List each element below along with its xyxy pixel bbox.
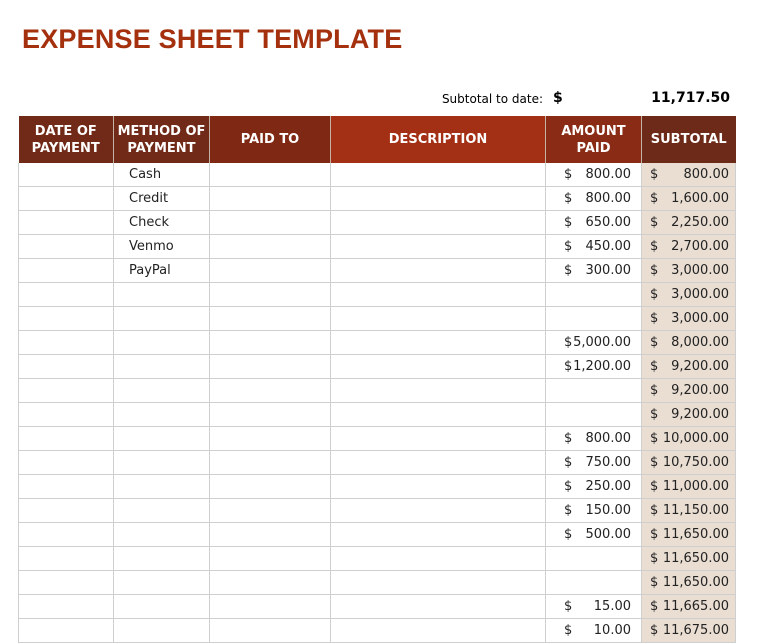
subtotal-cell[interactable]	[642, 475, 736, 499]
subtotal-cell[interactable]	[642, 163, 736, 187]
method-cell[interactable]: Credit	[114, 187, 210, 211]
subtotal-cell[interactable]	[642, 547, 736, 571]
date-cell[interactable]	[19, 475, 114, 499]
date-cell[interactable]	[19, 283, 114, 307]
description-cell[interactable]	[331, 427, 546, 451]
method-cell[interactable]	[114, 379, 210, 403]
amount-cell[interactable]	[546, 547, 642, 571]
method-cell[interactable]	[114, 619, 210, 643]
method-cell[interactable]	[114, 523, 210, 547]
subtotal-cell-value: 3,000.00	[671, 263, 729, 278]
date-cell[interactable]	[19, 379, 114, 403]
currency-symbol: $	[650, 191, 659, 206]
subtotal-cell-value: 2,250.00	[671, 215, 729, 230]
subtotal-cell[interactable]	[642, 499, 736, 523]
amount-cell[interactable]	[546, 331, 642, 355]
subtotal-cell-value: 11,650.00	[662, 527, 729, 542]
subtotal-cell-value: 11,650.00	[662, 575, 729, 590]
date-cell[interactable]	[19, 331, 114, 355]
currency-symbol: $	[650, 359, 659, 374]
amount-cell-value: 250.00	[585, 479, 631, 494]
currency-symbol: $	[650, 311, 659, 326]
amount-cell-value: 10.00	[593, 623, 631, 638]
description-cell[interactable]	[331, 403, 546, 427]
date-cell[interactable]	[19, 619, 114, 643]
paid-to-cell[interactable]	[210, 547, 331, 571]
amount-cell[interactable]	[546, 475, 642, 499]
currency-symbol: $	[564, 623, 573, 638]
description-cell[interactable]	[331, 547, 546, 571]
paid-to-cell[interactable]	[210, 379, 331, 403]
subtotal-cell[interactable]	[642, 187, 736, 211]
paid-to-cell[interactable]	[210, 523, 331, 547]
table-row	[19, 475, 736, 499]
method-cell[interactable]	[114, 499, 210, 523]
subtotal-summary	[0, 90, 768, 112]
subtotal-cell-value: 10,750.00	[662, 455, 729, 470]
currency-symbol: $	[650, 335, 659, 350]
subtotal-cell-value: 800.00	[683, 167, 729, 182]
subtotal-cell-value: 11,675.00	[662, 623, 729, 638]
amount-cell-value: 500.00	[585, 527, 631, 542]
currency-symbol: $	[650, 455, 659, 470]
date-cell[interactable]	[19, 403, 114, 427]
amount-cell[interactable]	[546, 619, 642, 643]
amount-cell[interactable]	[546, 163, 642, 187]
description-cell[interactable]	[331, 499, 546, 523]
table-row	[19, 235, 736, 259]
amount-cell[interactable]	[546, 307, 642, 331]
currency-symbol: $	[564, 191, 573, 206]
table-row	[19, 379, 736, 403]
date-cell[interactable]	[19, 307, 114, 331]
currency-symbol: $	[650, 503, 659, 518]
description-cell[interactable]	[331, 595, 546, 619]
table-row	[19, 499, 736, 523]
currency-symbol: $	[650, 263, 659, 278]
paid-to-cell[interactable]	[210, 499, 331, 523]
subtotal-cell-value: 10,000.00	[662, 431, 729, 446]
subtotal-cell-value: 9,200.00	[671, 383, 729, 398]
subtotal-cell-value: 11,650.00	[662, 551, 729, 566]
header-amount-paid[interactable]: AMOUNT PAID	[546, 116, 642, 163]
currency-symbol: $	[650, 599, 659, 614]
paid-to-cell[interactable]	[210, 451, 331, 475]
currency-symbol: $	[564, 263, 573, 278]
amount-cell-value: 450.00	[585, 239, 631, 254]
paid-to-cell[interactable]	[210, 235, 331, 259]
currency-symbol: $	[650, 479, 659, 494]
subtotal-cell[interactable]	[642, 235, 736, 259]
paid-to-cell[interactable]	[210, 187, 331, 211]
amount-cell-value: 5,000.00	[573, 335, 631, 350]
table-row	[19, 619, 736, 643]
subtotal-cell-value: 3,000.00	[671, 287, 729, 302]
amount-cell[interactable]	[546, 523, 642, 547]
table-row	[19, 259, 736, 283]
description-cell[interactable]	[331, 619, 546, 643]
currency-symbol: $	[650, 551, 659, 566]
amount-cell[interactable]	[546, 451, 642, 475]
subtotal-cell-value: 11,000.00	[662, 479, 729, 494]
amount-cell-value: 650.00	[585, 215, 631, 230]
currency-symbol: $	[650, 431, 659, 446]
amount-cell[interactable]	[546, 211, 642, 235]
paid-to-cell[interactable]	[210, 475, 331, 499]
subtotal-cell-value: 9,200.00	[671, 407, 729, 422]
description-cell[interactable]	[331, 331, 546, 355]
description-cell[interactable]	[331, 163, 546, 187]
currency-symbol: $	[650, 215, 659, 230]
amount-cell-value: 300.00	[585, 263, 631, 278]
date-cell[interactable]	[19, 259, 114, 283]
amount-cell-value: 150.00	[585, 503, 631, 518]
description-cell[interactable]	[331, 259, 546, 283]
date-cell[interactable]	[19, 451, 114, 475]
amount-cell[interactable]	[546, 403, 642, 427]
date-cell[interactable]	[19, 547, 114, 571]
paid-to-cell[interactable]	[210, 331, 331, 355]
table-row	[19, 451, 736, 475]
method-cell[interactable]	[114, 427, 210, 451]
header-description[interactable]: DESCRIPTION	[331, 116, 546, 163]
table-row	[19, 331, 736, 355]
method-cell[interactable]	[114, 403, 210, 427]
method-cell[interactable]: PayPal	[114, 259, 210, 283]
currency-symbol: $	[650, 383, 659, 398]
table-row	[19, 595, 736, 619]
method-cell[interactable]	[114, 547, 210, 571]
currency-symbol: $	[564, 359, 573, 374]
amount-cell-value: 750.00	[585, 455, 631, 470]
subtotal-cell[interactable]	[642, 355, 736, 379]
header-paid-to[interactable]: PAID TO	[210, 116, 331, 163]
amount-cell[interactable]	[546, 283, 642, 307]
currency-symbol: $	[650, 407, 659, 422]
currency-symbol: $	[650, 167, 659, 182]
amount-cell-value: 15.00	[593, 599, 631, 614]
table-row	[19, 427, 736, 451]
subtotal-cell-value: 11,665.00	[662, 599, 729, 614]
paid-to-cell[interactable]	[210, 619, 331, 643]
currency-symbol: $	[564, 335, 573, 350]
description-cell[interactable]	[331, 355, 546, 379]
subtotal-cell-value: 2,700.00	[671, 239, 729, 254]
method-cell[interactable]	[114, 331, 210, 355]
subtotal-currency: $	[553, 90, 563, 106]
method-cell[interactable]	[114, 283, 210, 307]
date-cell[interactable]	[19, 427, 114, 451]
currency-symbol: $	[650, 527, 659, 542]
paid-to-cell[interactable]	[210, 595, 331, 619]
method-cell[interactable]: Venmo	[114, 235, 210, 259]
description-cell[interactable]	[331, 475, 546, 499]
subtotal-cell[interactable]	[642, 451, 736, 475]
subtotal-cell-value: 1,600.00	[671, 191, 729, 206]
subtotal-cell[interactable]	[642, 283, 736, 307]
header-subtotal[interactable]: SUBTOTAL	[642, 116, 736, 163]
currency-symbol: $	[564, 215, 573, 230]
method-cell[interactable]	[114, 355, 210, 379]
method-cell[interactable]	[114, 475, 210, 499]
table-row	[19, 571, 736, 595]
table-row	[19, 547, 736, 571]
currency-symbol: $	[564, 431, 573, 446]
subtotal-cell[interactable]	[642, 379, 736, 403]
date-cell[interactable]	[19, 355, 114, 379]
method-cell[interactable]: Cash	[114, 163, 210, 187]
table-row	[19, 355, 736, 379]
description-cell[interactable]	[331, 379, 546, 403]
amount-cell[interactable]	[546, 427, 642, 451]
description-cell[interactable]	[331, 523, 546, 547]
date-cell[interactable]	[19, 187, 114, 211]
amount-cell[interactable]	[546, 595, 642, 619]
date-cell[interactable]	[19, 235, 114, 259]
subtotal-cell[interactable]	[642, 523, 736, 547]
table-row	[19, 283, 736, 307]
paid-to-cell[interactable]	[210, 403, 331, 427]
method-cell[interactable]	[114, 451, 210, 475]
currency-symbol: $	[564, 167, 573, 182]
expense-table	[18, 116, 736, 643]
header-row	[19, 116, 736, 163]
paid-to-cell[interactable]	[210, 307, 331, 331]
subtotal-cell-value: 11,150.00	[662, 503, 729, 518]
table-row	[19, 403, 736, 427]
method-cell[interactable]	[114, 595, 210, 619]
amount-cell[interactable]	[546, 235, 642, 259]
method-cell[interactable]	[114, 571, 210, 595]
description-cell[interactable]	[331, 451, 546, 475]
amount-cell[interactable]	[546, 379, 642, 403]
method-cell[interactable]: Check	[114, 211, 210, 235]
date-cell[interactable]	[19, 595, 114, 619]
paid-to-cell[interactable]	[210, 571, 331, 595]
currency-symbol: $	[650, 575, 659, 590]
currency-symbol: $	[564, 455, 573, 470]
description-cell[interactable]	[331, 283, 546, 307]
description-cell[interactable]	[331, 235, 546, 259]
subtotal-value[interactable]: 11,717.50	[651, 90, 730, 106]
amount-cell[interactable]	[546, 571, 642, 595]
header-date-of-payment[interactable]: DATE OF PAYMENT	[19, 116, 114, 163]
currency-symbol: $	[650, 287, 659, 302]
subtotal-label: Subtotal to date:	[441, 92, 543, 106]
currency-symbol: $	[564, 599, 573, 614]
paid-to-cell[interactable]	[210, 427, 331, 451]
subtotal-cell-value: 3,000.00	[671, 311, 729, 326]
currency-symbol: $	[564, 479, 573, 494]
subtotal-cell[interactable]	[642, 595, 736, 619]
date-cell[interactable]	[19, 211, 114, 235]
subtotal-cell[interactable]	[642, 211, 736, 235]
amount-cell[interactable]	[546, 355, 642, 379]
sheet-title: EXPENSE SHEET TEMPLATE	[22, 24, 403, 54]
subtotal-cell[interactable]	[642, 427, 736, 451]
table-row	[19, 187, 736, 211]
amount-cell-value: 800.00	[585, 431, 631, 446]
description-cell[interactable]	[331, 187, 546, 211]
subtotal-cell[interactable]	[642, 571, 736, 595]
method-cell[interactable]	[114, 307, 210, 331]
subtotal-cell[interactable]	[642, 307, 736, 331]
currency-symbol: $	[650, 239, 659, 254]
subtotal-cell-value: 9,200.00	[671, 359, 729, 374]
subtotal-cell[interactable]	[642, 259, 736, 283]
paid-to-cell[interactable]	[210, 259, 331, 283]
table-row	[19, 211, 736, 235]
table-row	[19, 163, 736, 187]
paid-to-cell[interactable]	[210, 355, 331, 379]
description-cell[interactable]	[331, 571, 546, 595]
currency-symbol: $	[564, 239, 573, 254]
date-cell[interactable]	[19, 163, 114, 187]
amount-cell[interactable]	[546, 187, 642, 211]
amount-cell-value: 800.00	[585, 167, 631, 182]
amount-cell-value: 1,200.00	[573, 359, 631, 374]
currency-symbol: $	[564, 527, 573, 542]
amount-cell-value: 800.00	[585, 191, 631, 206]
paid-to-cell[interactable]	[210, 163, 331, 187]
subtotal-cell[interactable]	[642, 331, 736, 355]
amount-cell[interactable]	[546, 499, 642, 523]
description-cell[interactable]	[331, 307, 546, 331]
subtotal-cell-value: 8,000.00	[671, 335, 729, 350]
date-cell[interactable]	[19, 571, 114, 595]
currency-symbol: $	[564, 503, 573, 518]
table-row	[19, 523, 736, 547]
table-row	[19, 307, 736, 331]
currency-symbol: $	[650, 623, 659, 638]
date-cell[interactable]	[19, 523, 114, 547]
subtotal-cell[interactable]	[642, 619, 736, 643]
header-method-of-payment[interactable]: METHOD OF PAYMENT	[114, 116, 210, 163]
description-cell[interactable]	[331, 211, 546, 235]
subtotal-cell[interactable]	[642, 403, 736, 427]
paid-to-cell[interactable]	[210, 211, 331, 235]
paid-to-cell[interactable]	[210, 283, 331, 307]
amount-cell[interactable]	[546, 259, 642, 283]
date-cell[interactable]	[19, 499, 114, 523]
